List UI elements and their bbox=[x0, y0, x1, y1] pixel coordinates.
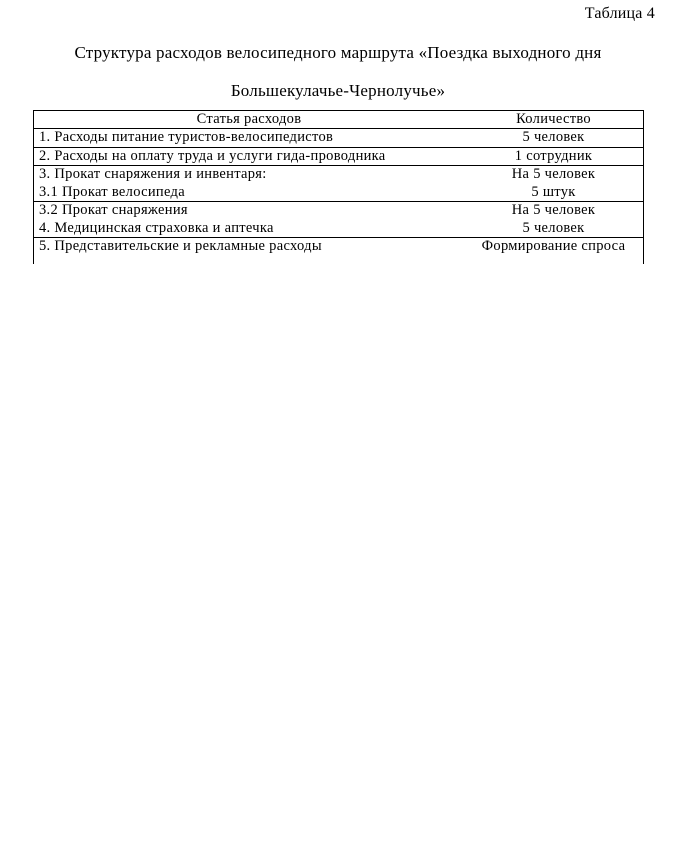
quantity-cell bbox=[464, 129, 643, 147]
quantity-cell bbox=[464, 202, 643, 237]
table-row bbox=[34, 202, 643, 238]
document-title-line-1: Структура расходов велосипедного маршрута «Поездка выходного дня bbox=[74, 43, 602, 62]
quantity-text: 1 сотрудник bbox=[514, 147, 593, 164]
table-row bbox=[34, 148, 643, 167]
column-header-quantity: Количество bbox=[516, 111, 591, 127]
expense-item-text: 3. Прокат снаряжения и инвентаря: bbox=[39, 166, 267, 182]
table-caption: Таблица 4 bbox=[584, 5, 655, 22]
expense-item-cell bbox=[34, 129, 464, 147]
document-title-line-2: Большекулачье-Чернолучье» bbox=[230, 81, 446, 100]
quantity-text: 5 человек bbox=[522, 219, 585, 236]
expense-item-cell bbox=[34, 238, 464, 256]
quantity-text: 5 человек bbox=[522, 129, 585, 145]
table-row bbox=[34, 238, 643, 264]
quantity-text: На 5 человек bbox=[511, 202, 596, 218]
expense-item-cell bbox=[34, 166, 464, 201]
expense-item-text: 2. Расходы на оплату труда и услуги гида-проводника bbox=[39, 147, 386, 164]
expense-item-text: 5. Представительские и рекламные расходы bbox=[39, 238, 322, 254]
expense-item-cell bbox=[34, 202, 464, 237]
expense-item-text: 3.2 Прокат снаряжения bbox=[39, 202, 188, 218]
column-header-expense-item: Статья расходов bbox=[196, 111, 302, 127]
table-row bbox=[34, 166, 643, 202]
expense-item-cell bbox=[34, 148, 464, 166]
quantity-text: 5 штук bbox=[531, 183, 576, 200]
table-header-row bbox=[34, 111, 643, 129]
expense-item-text: 3.1 Прокат велосипеда bbox=[39, 183, 185, 200]
quantity-cell bbox=[464, 238, 643, 256]
quantity-cell bbox=[464, 166, 643, 201]
document-title bbox=[0, 34, 676, 110]
quantity-cell bbox=[464, 148, 643, 166]
quantity-text: На 5 человек bbox=[511, 166, 596, 182]
expense-item-text: 1. Расходы питание туристов-велосипедистов bbox=[39, 129, 334, 145]
expense-item-text: 4. Медицинская страховка и аптечка bbox=[39, 219, 274, 236]
table-row bbox=[34, 129, 643, 148]
expense-table bbox=[33, 110, 644, 264]
quantity-text: Формирование спроса bbox=[481, 238, 626, 254]
